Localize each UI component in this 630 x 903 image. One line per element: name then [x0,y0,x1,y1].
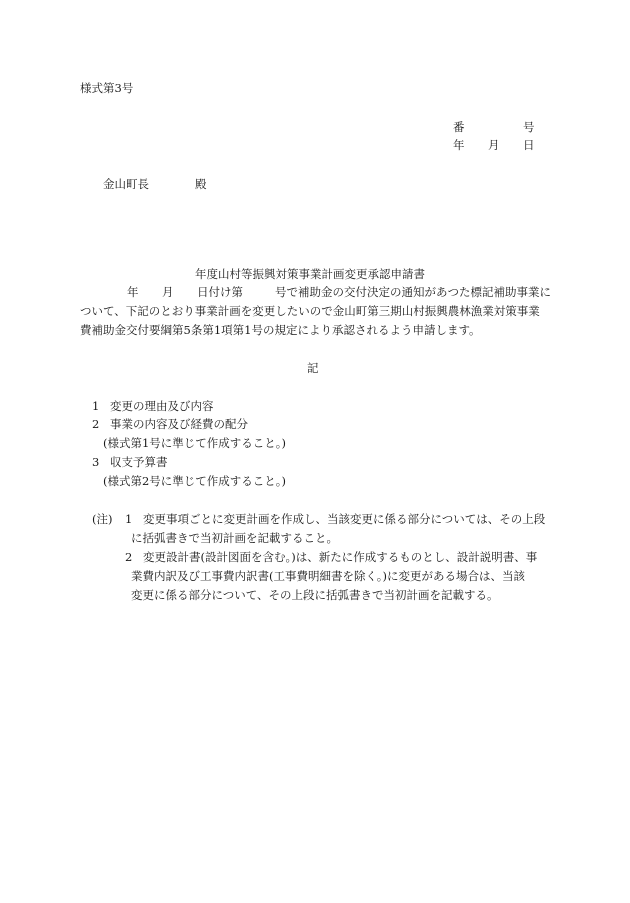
item-3-text: 収支予算書 [110,455,168,469]
item-2-note: (様式第1号に準じて作成すること。) [103,436,287,450]
number-suffix: 号 [523,120,535,134]
item-3-number: 3 [92,455,100,469]
item-2-text: 事業の内容及び経費の配分 [110,417,248,431]
note-1-number: 1 [125,512,133,526]
item-3-note: (様式第2号に準じて作成すること。) [103,474,287,488]
number-prefix: 番 [453,120,465,134]
item-1-number: 1 [92,399,100,413]
note-2-line2: 業費内訳及び工事費内訳書(工事費明細書を除く。)に変更がある場合は、当該 [131,569,525,583]
note-2-line1: 変更設計書(設計図面を含む。)は、新たに作成するものとし、設計説明書、事 [143,550,538,564]
item-1-text: 変更の理由及び内容 [110,399,214,413]
body-month: 月 [162,285,174,299]
item-2-number: 2 [92,417,100,431]
body-year: 年 [127,285,139,299]
note-1-line1: 変更事項ごとに変更計画を作成し、当該変更に係る部分については、その上段 [143,512,546,526]
note-2-line3: 変更に係る部分について、その上段に括弧書きで当初計画を記載する。 [131,588,499,602]
document-title: 年度山村等振興対策事業計画変更承認申請書 [195,267,425,281]
ki-heading: 記 [307,361,319,375]
date-year: 年 [453,138,465,152]
addressee-honorific: 殿 [195,177,207,191]
note-1-line2: に括弧書きで当初計画を記載すること。 [131,531,338,545]
form-number: 様式第3号 [80,81,134,95]
note-2-number: 2 [125,550,133,564]
body-line2: ついて、下記のとおり事業計画を変更したいので金山町第三期山村振興農林漁業対策事業 [80,304,540,318]
body-line1-rest: 号で補助金の交付決定の通知があつた標記補助事業に [275,285,551,299]
date-day: 日 [523,138,535,152]
notes-label: (注) [92,512,113,526]
date-month: 月 [488,138,500,152]
body-line3: 費補助金交付要綱第5条第1項第1号の規定により承認されるよう申請します。 [80,323,481,337]
body-date: 日付け第 [197,285,243,299]
addressee-title: 金山町長 [103,177,149,191]
